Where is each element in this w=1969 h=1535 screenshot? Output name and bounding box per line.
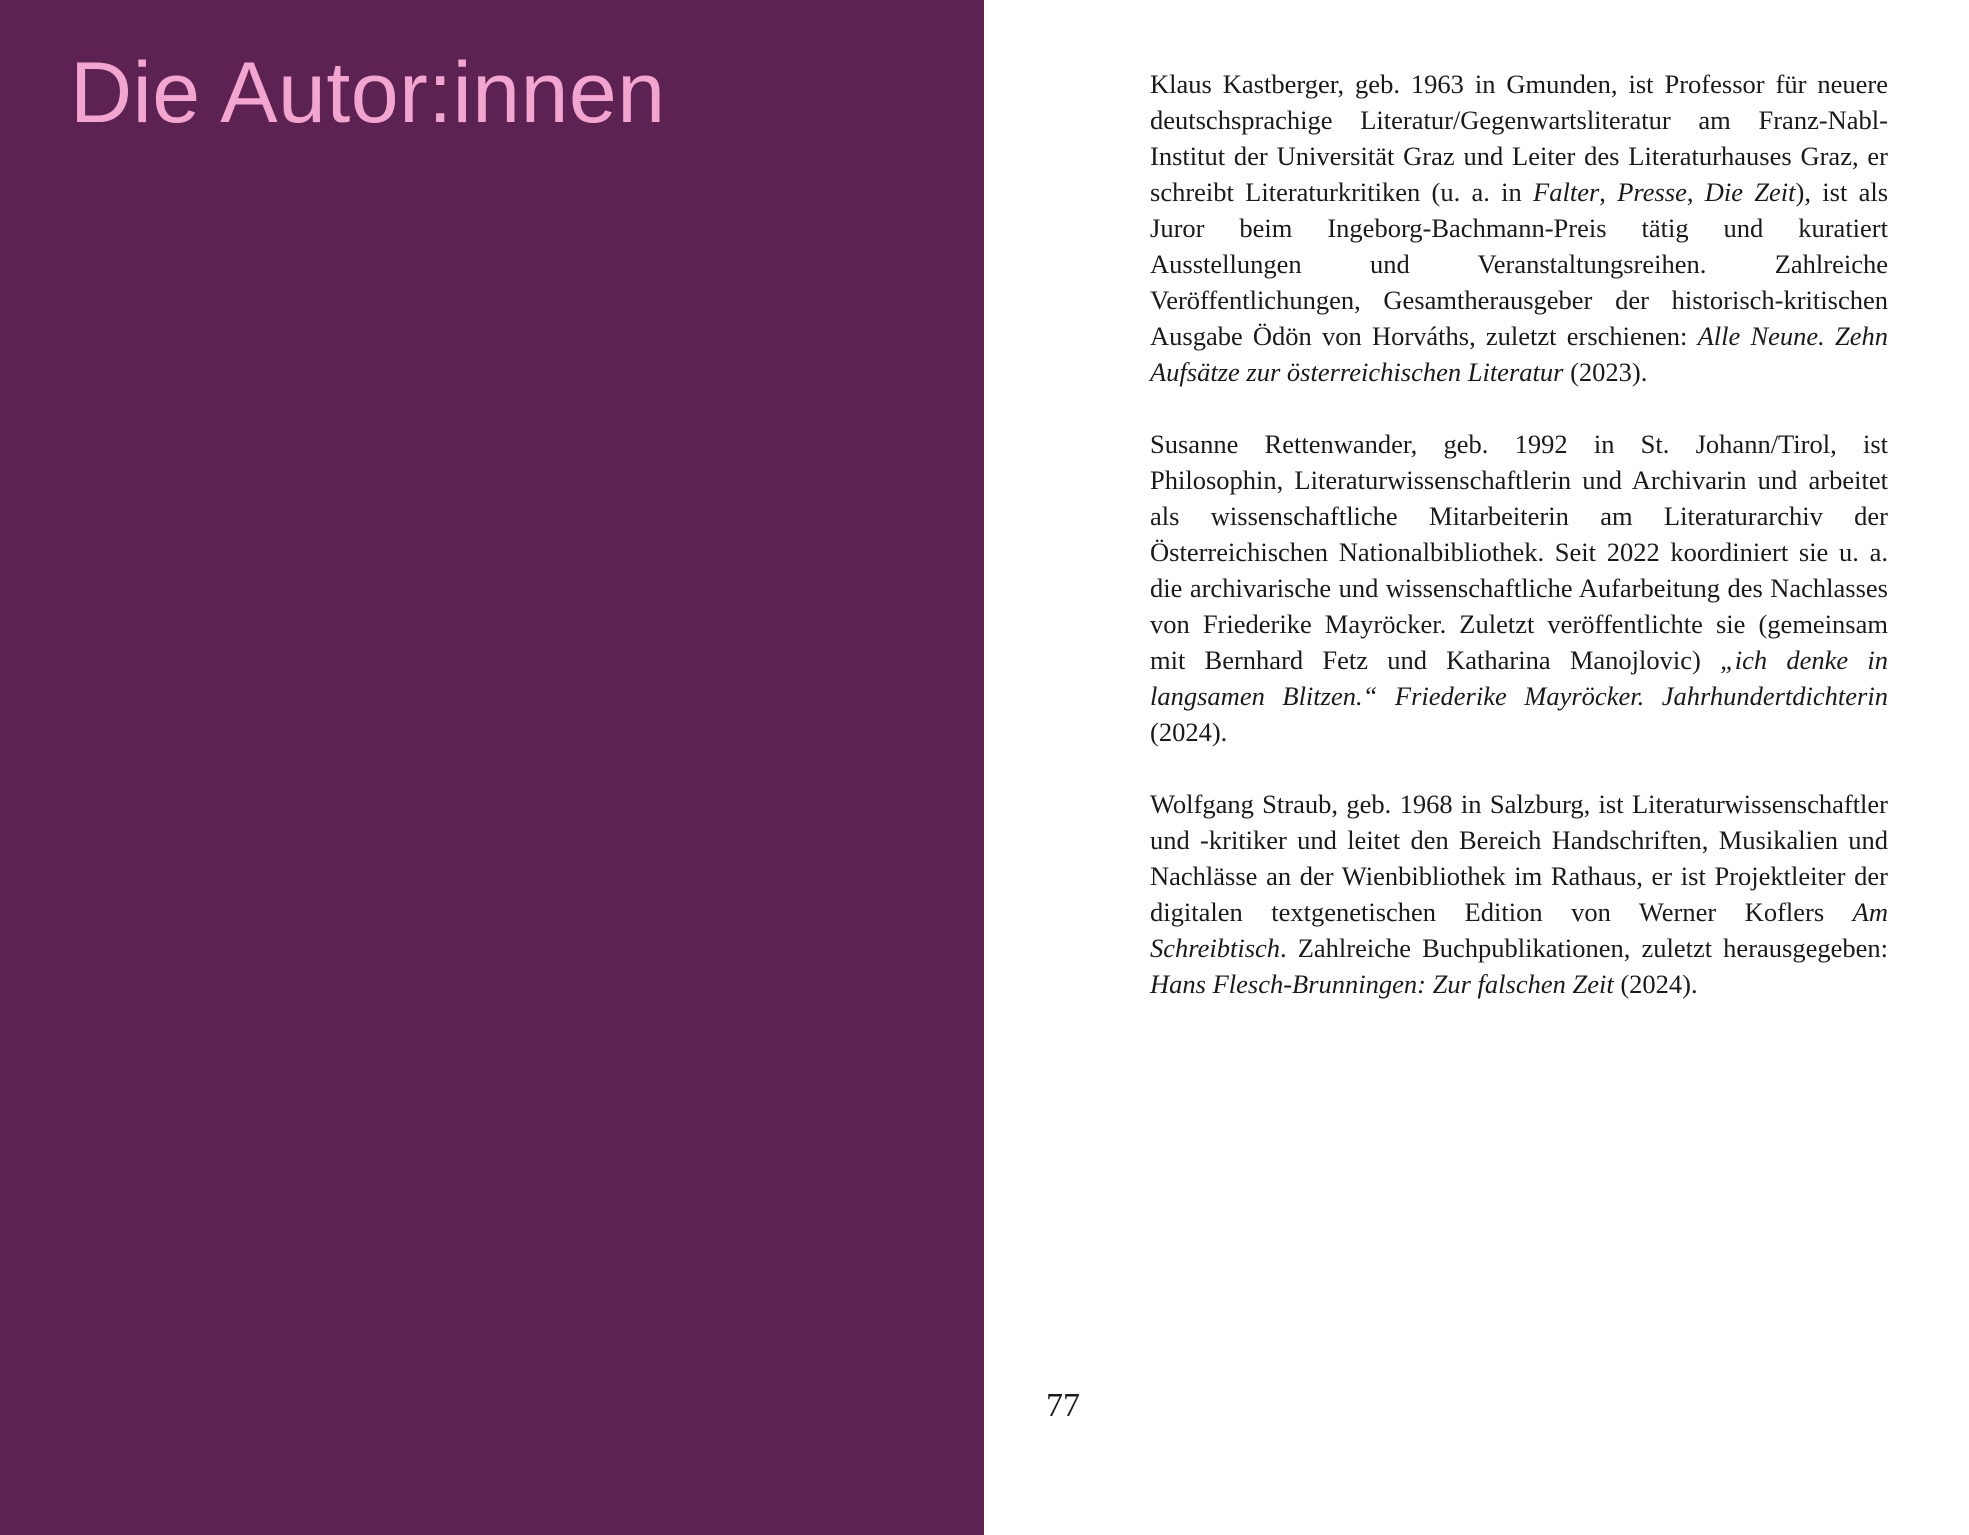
page-title: Die Autor:innen: [70, 45, 666, 141]
bio-text: . Zahlreiche Buchpublikationen, zuletzt herausgegeben:: [1280, 933, 1888, 963]
bio-klaus-kastberger: [1150, 66, 1888, 390]
bio-text: Wolfgang Straub, geb. 1968 in Salzburg, ist Literaturwissenschaftler und -kritiker und leitet den Bereich Handschriften, Musikalien und Nachlässe an der Wienbibliothek im Rathaus, er ist Projektleiter der digitalen textgenetischen Edition von Werner Koflers: [1150, 789, 1888, 927]
bio-italic-text: Falter: [1533, 177, 1600, 207]
bio-italic-text: Die Zeit: [1704, 177, 1796, 207]
bio-text: (2024).: [1150, 717, 1228, 747]
page-number: 77: [1046, 1387, 1080, 1424]
bio-text: ), ist als Juror beim Ingeborg-Bachmann-Preis tätig und kuratiert Ausstellungen und Veranstaltungsreihen. Zahlreiche Veröffentlichungen, Gesamtherausgeber der historisch-kritischen Ausgabe Ödön von Horváths, zuletzt erschienen:: [1150, 177, 1889, 351]
author-bios: [1150, 66, 1888, 1002]
bio-susanne-rettenwander: [1150, 426, 1888, 750]
bio-text: Susanne Rettenwander, geb. 1992 in St. Johann/Tirol, ist Philosophin, Literaturwissenschaftlerin und Archivarin und arbeitet als wissenschaftliche Mitarbeiterin am Literaturarchiv der Österreichischen Nationalbibliothek. Seit 2022 koordiniert sie u. a. die archivarische und wissenschaftliche Aufarbeitung des Nachlasses von Friederike Mayröcker. Zuletzt veröffentlichte sie (gemeinsam mit Bernhard Fetz und Katharina Manojlovic): [1150, 429, 1888, 675]
bio-italic-text: „ich denke in langsamen Blitzen.“ Friederike Mayröcker. Jahrhundertdichterin: [1150, 645, 1888, 711]
right-page: [984, 0, 1969, 1535]
bio-text: (2023).: [1563, 357, 1648, 387]
bio-text: Klaus Kastberger, geb. 1963 in Gmunden, ist Professor für neuere deutschsprachige Literatur/Gegenwartsliteratur am Franz-Nabl-Institut der Universität Graz und Leiter des Literaturhauses Graz, er schreibt Literaturkritiken (u. a. in: [1150, 69, 1888, 207]
bio-text: (2024).: [1613, 969, 1698, 999]
bio-italic-text: Alle Neune. Zehn Aufsätze zur österreichischen Literatur: [1150, 321, 1889, 387]
bio-italic-text: Presse: [1617, 177, 1687, 207]
bio-text: ,: [1599, 177, 1618, 207]
bio-italic-text: Am Schreibtisch: [1150, 897, 1888, 963]
bio-text: ,: [1686, 177, 1705, 207]
left-page-panel: [0, 0, 984, 1535]
bio-wolfgang-straub: [1150, 786, 1888, 1002]
bio-italic-text: Hans Flesch-Brunningen: Zur falschen Zeit: [1150, 969, 1614, 999]
